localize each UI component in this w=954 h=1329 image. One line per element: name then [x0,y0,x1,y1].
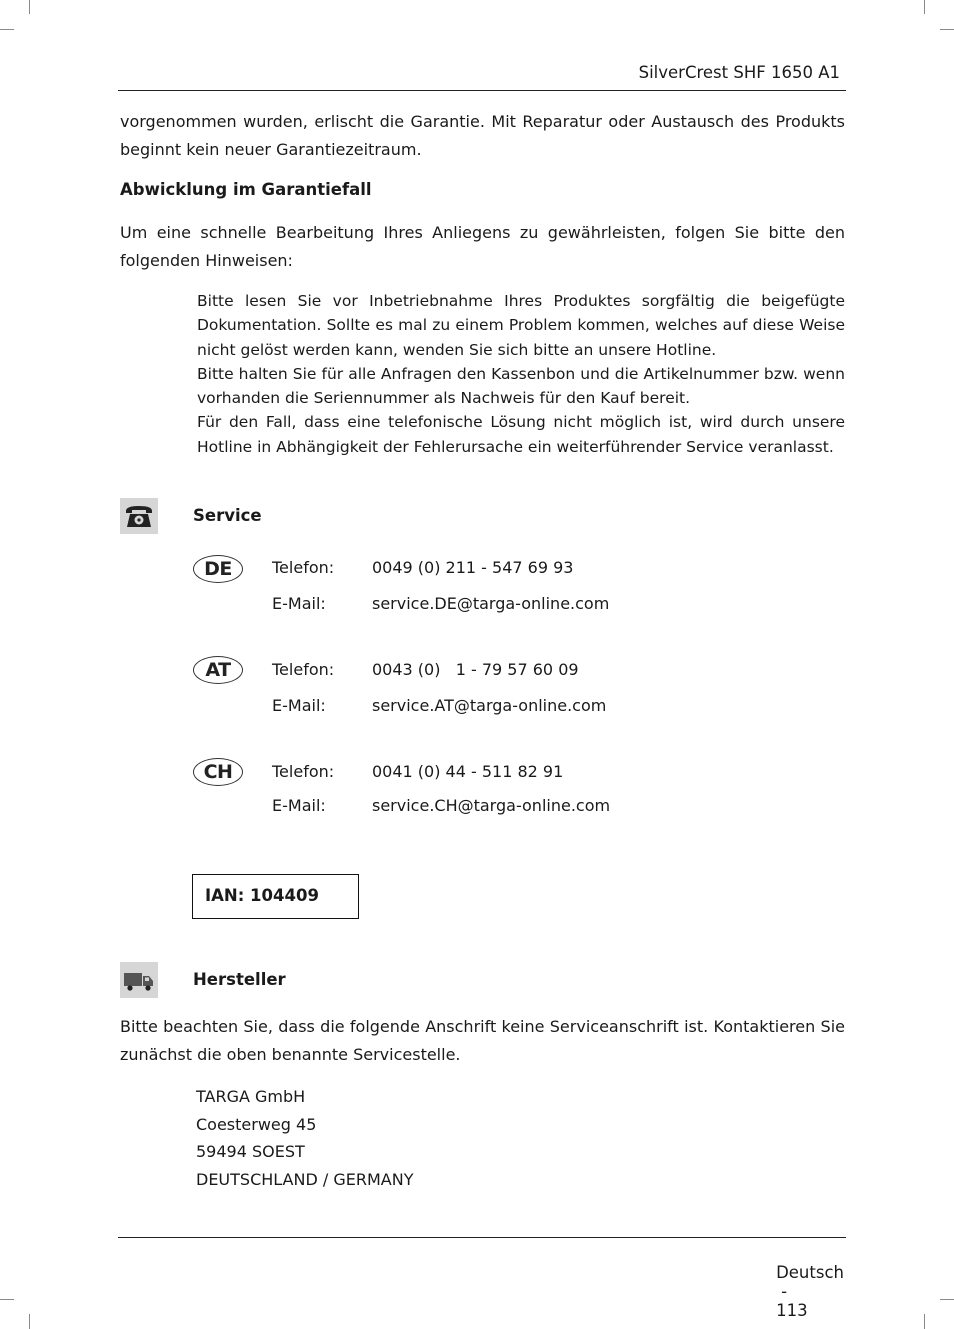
footer [766,1244,844,1320]
list-item: Bitte lesen Sie vor Inbetriebnahme Ihres Produktes sorgfältig die beigefügte Dokumentation. Sollte es mal zu einem Problem kommen, welches auf diese Weise nicht gelöst werden kann, wenden Sie sich bitte an unsere Hotline. [197,292,845,359]
country-badge-at: AT [193,656,243,684]
manufacturer-note: Bitte beachten Sie, dass die folgende Anschrift keine Serviceanschrift ist. Kontaktieren Sie zunächst die oben benannte Servicestelle. [120,1017,845,1064]
crop-mark [29,1314,30,1329]
email-ch[interactable]: service.CH@targa-online.com [372,796,611,815]
warranty-lead: Um eine schnelle Bearbeitung Ihres Anliegens zu gewährleisten, folgen Sie bitte den folgenden Hinweisen: [120,223,845,270]
email-label: E-Mail: [272,796,326,815]
service-heading: Service [193,506,262,525]
crop-mark [0,1299,14,1300]
country-badge-de: DE [193,555,243,583]
address-line: TARGA GmbH [196,1087,306,1106]
country-badge-ch: CH [193,758,243,786]
email-label: E-Mail: [272,594,326,613]
footer-language: Deutsch [776,1263,844,1282]
phone-label: Telefon: [272,762,335,781]
header-rule [118,90,846,91]
email-label: E-Mail: [272,696,326,715]
phone-number-de: 0049 (0) 211 - 547 69 93 [372,558,574,577]
telephone-icon [120,498,158,534]
footer-separator: - [781,1282,788,1301]
address-line: Coesterweg 45 [196,1114,317,1134]
page-number: 113 [776,1301,808,1320]
phone-number-at: 0043 (0) 1 - 79 57 60 09 [372,660,579,679]
email-de[interactable]: service.DE@targa-online.com [372,594,610,613]
intro-paragraph: vorgenommen wurden, erlischt die Garantie. Mit Reparatur oder Austausch des Produkts beginnt kein neuer Garantiezeitraum. [120,112,845,159]
manufacturer-address [196,1083,413,1194]
crop-mark [940,1299,954,1300]
warranty-heading: Abwicklung im Garantiefall [120,180,372,199]
crop-mark [924,0,925,14]
crop-mark [29,0,30,14]
phone-label: Telefon: [272,558,335,577]
address-line: 59494 SOEST [196,1142,305,1162]
header-title: SilverCrest SHF 1650 A1 [638,63,840,82]
footer-rule [118,1237,846,1238]
address-line: DEUTSCHLAND / GERMANY [196,1170,414,1190]
email-at[interactable]: service.AT@targa-online.com [372,696,607,715]
crop-mark [0,29,14,30]
warranty-list [197,289,845,459]
phone-number-ch: 0041 (0) 44 - 511 82 91 [372,762,564,781]
phone-label: Telefon: [272,660,335,679]
list-item: Für den Fall, dass eine telefonische Lösung nicht möglich ist, wird durch unsere Hotline in Abhängigkeit der Fehlerursache ein weiterführender Service veranlasst. [197,413,845,456]
truck-icon [120,962,158,998]
manufacturer-heading: Hersteller [193,970,286,989]
crop-mark [924,1314,925,1329]
crop-mark [940,29,954,30]
ian-box: IAN: 104409 [192,874,359,919]
list-item: Bitte halten Sie für alle Anfragen den Kassenbon und die Artikelnummer bzw. wenn vorhanden die Seriennummer als Nachweis für den Kauf bereit. [197,364,845,408]
